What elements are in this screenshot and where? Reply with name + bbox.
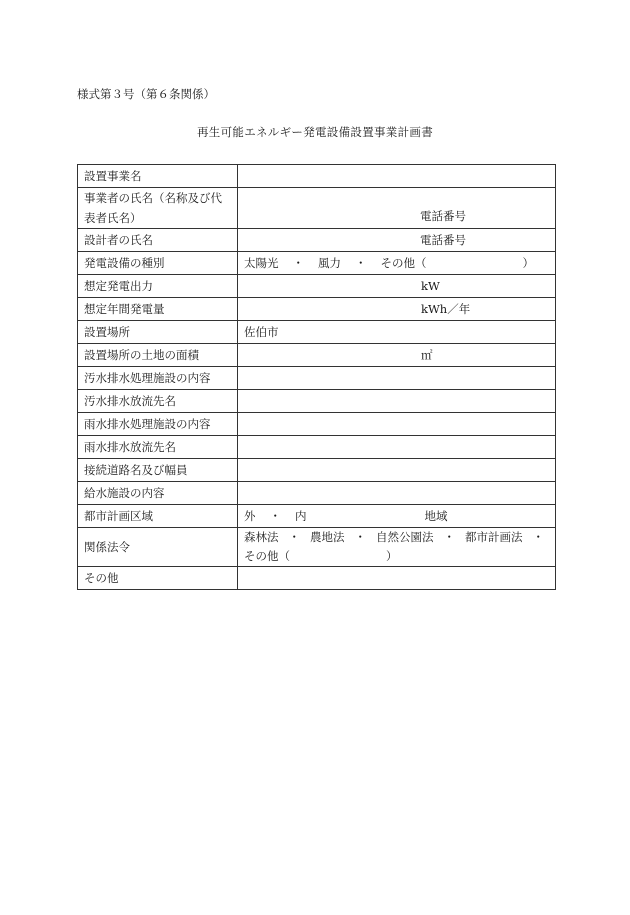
row-operator bbox=[78, 188, 556, 229]
row-rain-discharge bbox=[78, 436, 556, 459]
annual-generation-label: 想定年間発電量 bbox=[78, 298, 238, 321]
operator-label bbox=[78, 188, 238, 229]
option-other[interactable]: その他（ bbox=[380, 256, 427, 270]
row-annual-generation bbox=[78, 298, 556, 321]
operator-label-line2: 表者氏名） bbox=[84, 211, 142, 225]
water-supply-label: 給水施設の内容 bbox=[78, 482, 238, 505]
equipment-type-label: 発電設備の種別 bbox=[78, 252, 238, 275]
business-name-label: 設置事業名 bbox=[78, 165, 238, 188]
option-other-close: ） bbox=[522, 256, 534, 270]
sewage-discharge-field[interactable] bbox=[238, 390, 556, 413]
row-other bbox=[78, 567, 556, 590]
business-name-field[interactable] bbox=[238, 165, 556, 188]
law-natural-park[interactable]: 自然公園法 bbox=[376, 530, 434, 544]
row-rain-facility bbox=[78, 413, 556, 436]
form-number: 様式第３号（第６条関係） bbox=[77, 87, 215, 101]
law-other-close: ） bbox=[386, 549, 398, 563]
output-field[interactable] bbox=[238, 275, 556, 298]
land-area-field[interactable] bbox=[238, 344, 556, 367]
row-city-planning bbox=[78, 505, 556, 528]
separator: ・ bbox=[292, 256, 304, 270]
rain-discharge-field[interactable] bbox=[238, 436, 556, 459]
row-designer bbox=[78, 229, 556, 252]
rain-facility-label: 雨水排水処理施設の内容 bbox=[78, 413, 238, 436]
separator: ・ bbox=[532, 530, 544, 544]
operator-phone-label: 電話番号 bbox=[420, 209, 466, 223]
output-unit: kW bbox=[421, 279, 440, 293]
rain-facility-field[interactable] bbox=[238, 413, 556, 436]
city-planning-label: 都市計画区域 bbox=[78, 505, 238, 528]
row-related-laws bbox=[78, 528, 556, 567]
other-label: その他 bbox=[78, 567, 238, 590]
location-value: 佐伯市 bbox=[244, 325, 279, 339]
sewage-facility-label: 汚水排水処理施設の内容 bbox=[78, 367, 238, 390]
law-farmland[interactable]: 農地法 bbox=[310, 530, 345, 544]
related-laws-label: 関係法令 bbox=[78, 528, 238, 567]
option-outside[interactable]: 外 bbox=[244, 509, 256, 523]
law-city-planning[interactable]: 都市計画法 bbox=[465, 530, 523, 544]
plan-table bbox=[77, 164, 556, 590]
row-road bbox=[78, 459, 556, 482]
law-forest[interactable]: 森林法 bbox=[244, 530, 279, 544]
row-land-area bbox=[78, 344, 556, 367]
water-supply-field[interactable] bbox=[238, 482, 556, 505]
annual-generation-unit: kWh／年 bbox=[421, 302, 471, 316]
law-other[interactable]: その他（ bbox=[244, 549, 290, 563]
row-output bbox=[78, 275, 556, 298]
separator: ・ bbox=[354, 530, 366, 544]
row-location bbox=[78, 321, 556, 344]
output-label: 想定発電出力 bbox=[78, 275, 238, 298]
separator: ・ bbox=[288, 530, 300, 544]
sewage-discharge-label: 汚水排水放流先名 bbox=[78, 390, 238, 413]
laws-line-1 bbox=[244, 528, 549, 547]
operator-field[interactable] bbox=[238, 188, 556, 229]
designer-label: 設計者の氏名 bbox=[78, 229, 238, 252]
land-area-unit: ㎡ bbox=[421, 348, 433, 362]
row-business-name bbox=[78, 165, 556, 188]
row-sewage-discharge bbox=[78, 390, 556, 413]
separator: ・ bbox=[355, 256, 367, 270]
location-field[interactable] bbox=[238, 321, 556, 344]
annual-generation-field[interactable] bbox=[238, 298, 556, 321]
separator: ・ bbox=[443, 530, 455, 544]
area-suffix: 地域 bbox=[424, 509, 448, 523]
option-inside[interactable]: 内 bbox=[295, 509, 307, 523]
separator: ・ bbox=[269, 509, 281, 523]
operator-label-line1: 事業者の氏名（名称及び代 bbox=[84, 191, 222, 205]
option-wind[interactable]: 風力 bbox=[318, 256, 341, 270]
option-solar[interactable]: 太陽光 bbox=[244, 256, 279, 270]
location-label: 設置場所 bbox=[78, 321, 238, 344]
road-label: 接続道路名及び幅員 bbox=[78, 459, 238, 482]
laws-line-2 bbox=[244, 547, 549, 566]
city-planning-field[interactable] bbox=[238, 505, 556, 528]
land-area-label: 設置場所の土地の面積 bbox=[78, 344, 238, 367]
equipment-type-field[interactable] bbox=[238, 252, 556, 275]
row-equipment-type bbox=[78, 252, 556, 275]
sewage-facility-field[interactable] bbox=[238, 367, 556, 390]
other-field[interactable] bbox=[238, 567, 556, 590]
road-field[interactable] bbox=[238, 459, 556, 482]
designer-field[interactable] bbox=[238, 229, 556, 252]
related-laws-field[interactable] bbox=[238, 528, 556, 567]
row-water-supply bbox=[78, 482, 556, 505]
rain-discharge-label: 雨水排水放流先名 bbox=[78, 436, 238, 459]
row-sewage-facility bbox=[78, 367, 556, 390]
designer-phone-label: 電話番号 bbox=[420, 233, 466, 247]
document-title: 再生可能エネルギー発電設備設置事業計画書 bbox=[197, 125, 433, 139]
